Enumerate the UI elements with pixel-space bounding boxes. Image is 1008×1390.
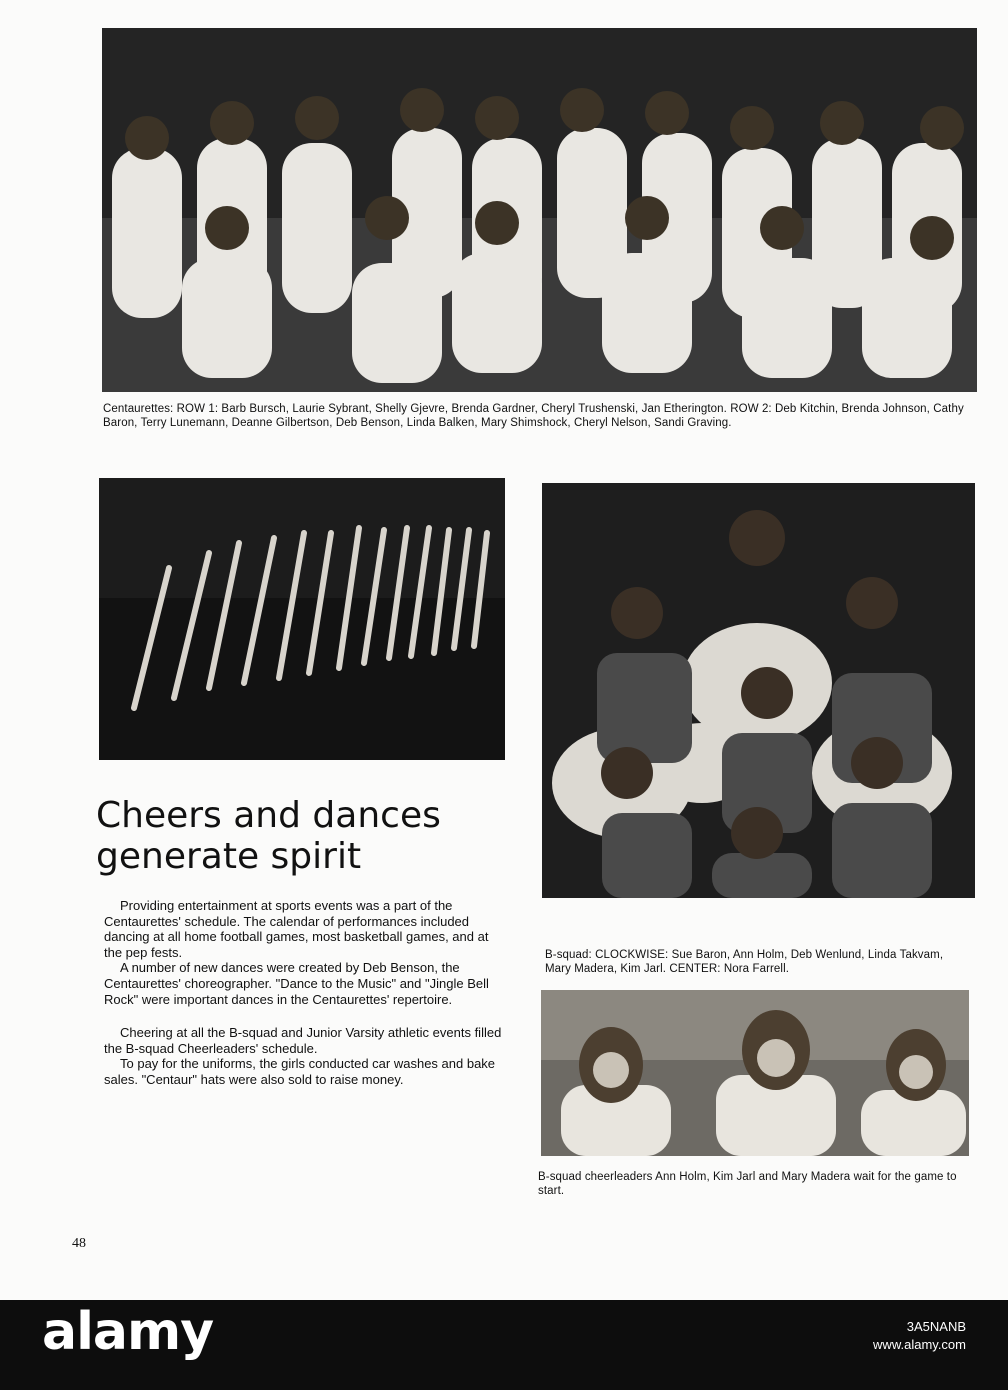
centaurettes-group-photo — [102, 28, 977, 392]
article-body — [104, 898, 510, 1088]
cheerleaders-waiting-photo — [541, 990, 969, 1156]
site-url: www.alamy.com — [873, 1337, 966, 1352]
paragraph: A number of new dances were created by Deb Benson, the Centaurettes' choreographer. "Dance to the Music" and "Jingle Bell Rock" were important dances in the Centaurettes' repertoire. — [104, 960, 489, 1007]
kickline-dance-photo — [99, 478, 505, 760]
paragraph: Cheering at all the B-squad and Junior Varsity athletic events filled the B-squad Cheerleaders' schedule. — [104, 1025, 502, 1056]
image-id: 3A5NANB — [906, 1319, 966, 1334]
paragraph: Providing entertainment at sports events was a part of the Centaurettes' schedule. The calendar of performances included dancing at all home football games, most basketball games, and at the pep fests. — [104, 898, 489, 960]
alamy-logo: alamy — [42, 1302, 214, 1362]
cheerleaders-caption: B-squad cheerleaders Ann Holm, Kim Jarl and Mary Madera wait for the game to start. — [538, 1171, 957, 1197]
centaurettes-caption: Centaurettes: ROW 1: Barb Bursch, Laurie Sybrant, Shelly Gjevre, Brenda Gardner, Cheryl Trushenski, Jan Etherington. ROW 2: Deb Kitchin, Brenda Johnson, Cathy Baron, Terry Lunemann, Deanne Gilbertson, Deb Benson, Linda Balken, Mary Shimshock, Cheryl Nelson, Sandi Graving. — [103, 403, 964, 429]
page-number: 48 — [72, 1236, 86, 1251]
paragraph: To pay for the uniforms, the girls conducted car washes and bake sales. "Centaur" hats were also sold to raise money. — [104, 1056, 496, 1087]
b-squad-caption: B-squad: CLOCKWISE: Sue Baron, Ann Holm, Deb Wenlund, Linda Takvam, Mary Madera, Kim Jarl. CENTER: Nora Farrell. — [545, 949, 944, 975]
b-squad-photo — [542, 483, 975, 898]
article-headline: Cheers and dances generate spirit — [96, 795, 441, 877]
image-info — [873, 1318, 966, 1354]
